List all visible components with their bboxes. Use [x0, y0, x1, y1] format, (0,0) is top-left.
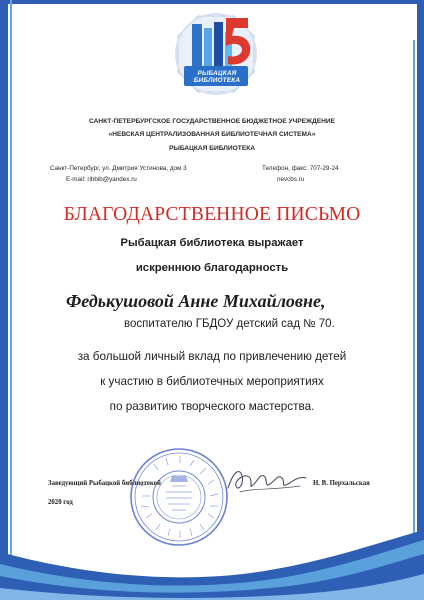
logo-caption-line2: БИБЛИОТЕКА — [193, 77, 241, 84]
left-border-accent — [10, 0, 12, 560]
decorative-wave-footer — [0, 530, 424, 600]
library-logo-emblem — [168, 6, 264, 102]
lead-line-1: Рыбацкая библиотека выражает — [120, 237, 304, 249]
body-line-3: по развитию творческого мастерства. — [109, 400, 315, 413]
right-border — [417, 0, 424, 600]
letter-title: БЛАГОДАРСТВЕННОЕ ПИСЬМО — [63, 204, 361, 225]
phone-text: Телефон, факс: 707-29-24 — [262, 165, 339, 172]
organization-line-1: САНКТ-ПЕТЕРБУРГСКОЕ ГОСУДАРСТВЕННОЕ БЮДЖЕТНОЕ УЧРЕЖДЕНИЕ — [88, 118, 335, 125]
organization-line-3: РЫБАЦКАЯ БИБЛИОТЕКА — [168, 145, 256, 152]
lead-line-2: искреннюю благодарность — [135, 262, 289, 274]
recipient-position: воспитателю ГБДОУ детский сад № 70. — [124, 318, 335, 330]
left-border — [0, 0, 8, 600]
letter-year: 2020 год — [48, 499, 73, 506]
handwritten-signature — [220, 462, 310, 498]
address-text: Санкт-Петербург, ул. Дмитрия Устинова, дом 3 — [50, 165, 187, 172]
website-text: nevcbs.ru — [277, 176, 305, 183]
recipient-name: Федькушовой Анне Михайловне, — [66, 291, 326, 311]
logo-caption-line1: РЫБАЦКАЯ — [197, 70, 237, 77]
signatory-name: Н. В. Перхальская — [313, 480, 370, 487]
body-line-1: за большой личный вклад по привлечению детей — [77, 350, 347, 363]
top-border — [0, 0, 424, 4]
email-text: E-mail: ribbib@yandex.ru — [66, 176, 137, 183]
body-line-2: к участию в библиотечных мероприятиях — [100, 375, 324, 388]
logo-caption — [176, 70, 258, 84]
organization-line-2: «НЕВСКАЯ ЦЕНТРАЛИЗОВАННАЯ БИБЛИОТЕЧНАЯ СИСТЕМА» — [108, 131, 316, 138]
signatory-role: Заведующий Рыбацкой библиотекой — [48, 480, 161, 487]
